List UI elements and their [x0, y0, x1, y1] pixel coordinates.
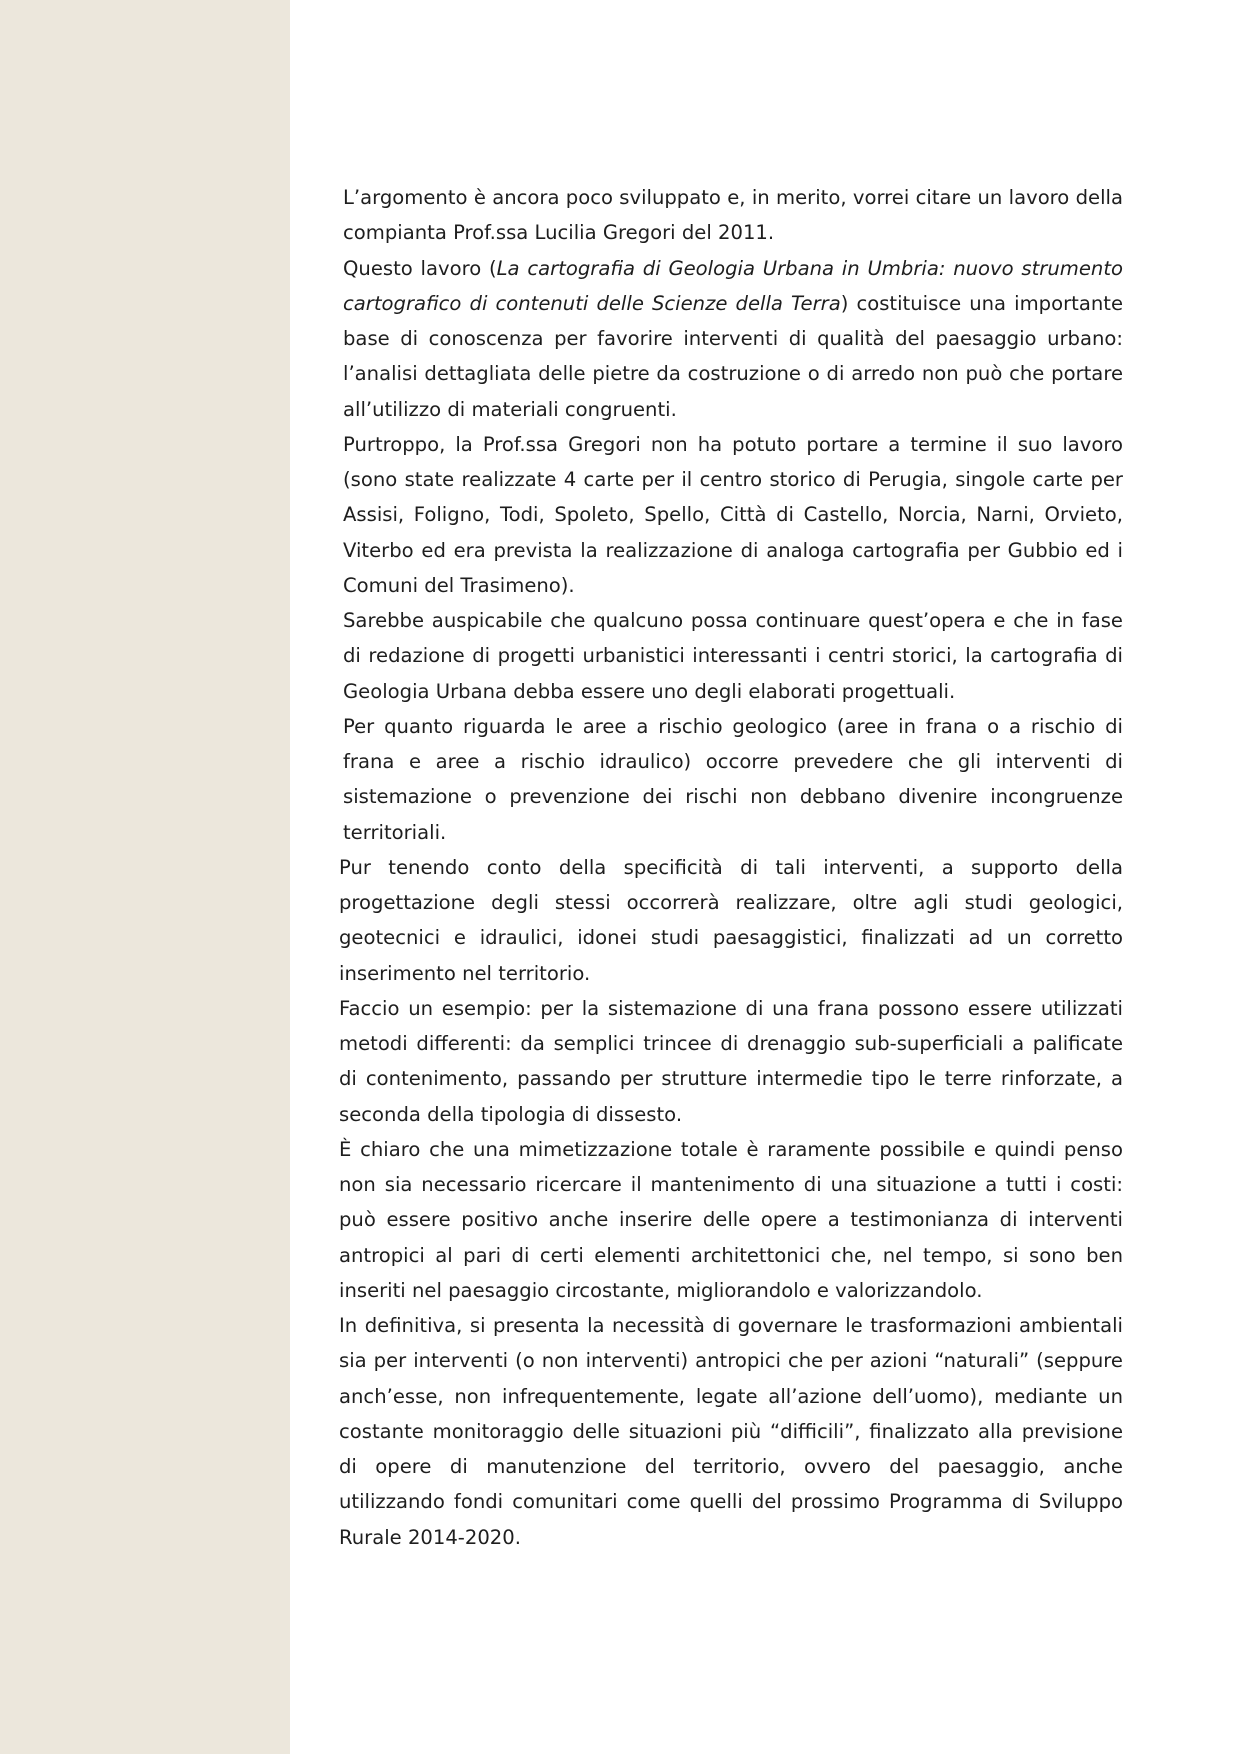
paragraph-2-rest: ) costituisce una importante base di conoscenza per favorire interventi di qualità del paesaggio urbano: l’analisi dettagliata delle pietre da costruzione o di arredo non può che portare all’utilizzo di materiali congruenti. — [343, 291, 1123, 421]
paragraph-8: È chiaro che una mimetizzazione totale è raramente possibile e quindi penso non sia necessario ricercare il mantenimento di una situazione a tutti i costi: può essere positivo anche inserire delle opere a testimonianza di interventi antropici al pari di certi elementi architettonici che, nel tempo, si sono ben inseriti nel paesaggio circostante, migliorandolo e valorizzandolo. — [339, 1137, 1123, 1302]
paragraph-6: Pur tenendo conto della specificità di tali interventi, a supporto della progettazione degli stessi occorrerà realizzare, oltre agli studi geologici, geotecnici e idraulici, idonei studi paesaggistici, finalizzati ad un corretto inserimento nel territorio. — [339, 855, 1123, 985]
paragraph-4: Sarebbe auspicabile che qualcuno possa continuare quest’opera e che in fase di redazione di progetti urbanistici interessanti i centri storici, la cartografia di Geologia Urbana debba essere uno degli elaborati progettuali. — [343, 609, 1123, 703]
paragraph-9: In definitiva, si presenta la necessità di governare le trasformazioni ambientali sia per interventi (o non interventi) antropici che per azioni “naturali” (seppure anch’esse, non infrequentemente, legate all’azione dell’uomo), mediante un costante monitoraggio delle situazioni più “difficili”, finalizzato alla previsione di opere di manutenzione del territorio, ovvero del paesaggio, anche utilizzando fondi comunitari come quelli del prossimo Programma di Sviluppo Rurale 2014-2020. — [339, 1314, 1123, 1549]
paragraph-2-lead: Questo lavoro ( — [343, 256, 497, 280]
paragraph-5: Per quanto riguarda le aree a rischio geologico (aree in frana o a rischio di frana e aree a rischio idraulico) occorre prevedere che gli interventi di sistemazione o prevenzione dei rischi non debbano divenire incongruenze territoriali. — [343, 714, 1123, 844]
cited-work-title: La cartografia di Geologia Urbana in Umbria: nuovo strumento cartografico di contenuti delle Scienze della Terra — [343, 256, 1123, 315]
paragraph-3: Purtroppo, la Prof.ssa Gregori non ha potuto portare a termine il suo lavoro (sono state realizzate 4 carte per il centro storico di Perugia, singole carte per Assisi, Foligno, Todi, Spoleto, Spello, Città di Castello, Norcia, Narni, Orvieto, Viterbo ed era prevista la realizzazione di analoga cartografia per Gubbio ed i Comuni del Trasimeno). — [343, 432, 1123, 597]
paragraph-1: L’argomento è ancora poco sviluppato e, in merito, vorrei citare un lavoro della compianta Prof.ssa Lucilia Gregori del 2011. — [343, 186, 1123, 245]
paragraph-7: Faccio un esempio: per la sistemazione di una frana possono essere utilizzati metodi differenti: da semplici trincee di drenaggio sub-superficiali a palificate di contenimento, passando per strutture intermedie tipo le terre rinforzate, a seconda della tipologia di dissesto. — [339, 996, 1123, 1126]
document-body — [339, 180, 1123, 1555]
side-margin-band — [0, 0, 290, 1754]
paragraph-2 — [343, 251, 1123, 427]
